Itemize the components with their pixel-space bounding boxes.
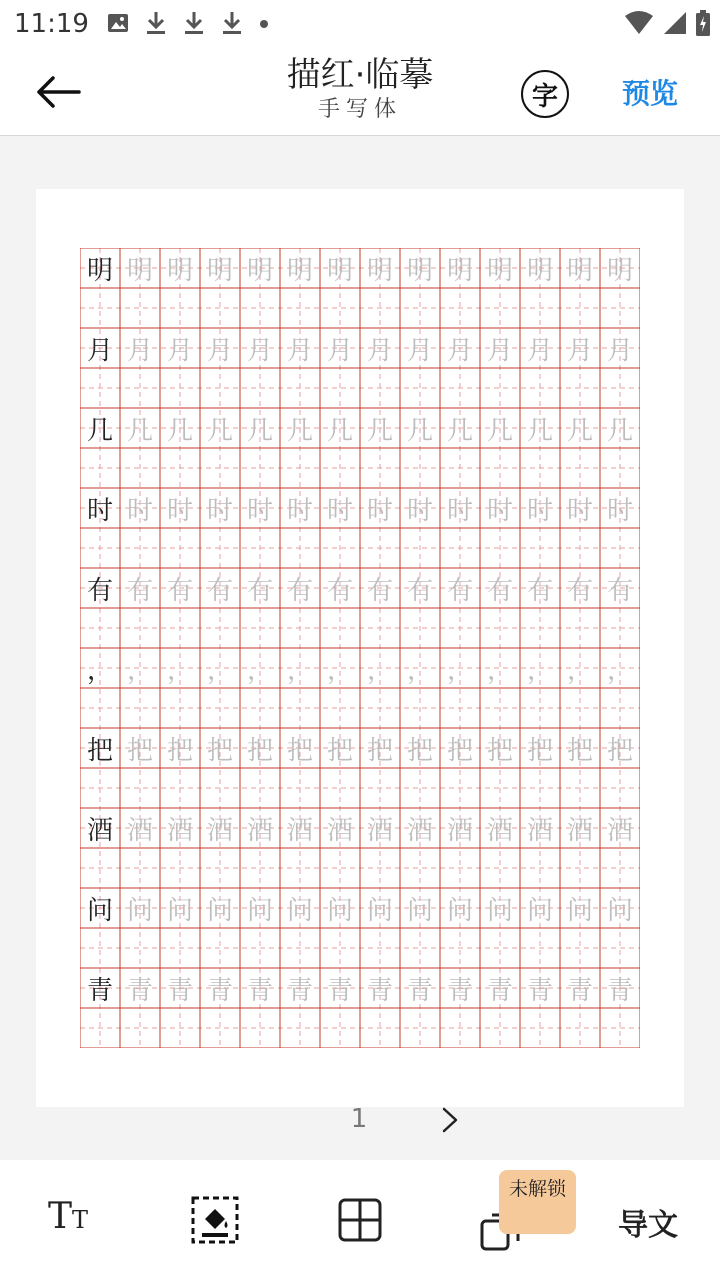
trace-character: 有: [446, 575, 473, 606]
trace-character: 时: [606, 495, 633, 526]
export-text-button[interactable]: 导文: [618, 1208, 678, 1243]
trace-character: 酒: [606, 815, 633, 846]
model-character: 时: [86, 495, 113, 526]
trace-character: 把: [606, 735, 633, 766]
trace-character: 月: [326, 335, 353, 366]
model-character: 问: [86, 895, 113, 926]
trace-character: ，: [566, 655, 593, 686]
trace-character: 有: [286, 575, 313, 606]
trace-character: 问: [406, 895, 433, 926]
trace-character: 月: [246, 335, 273, 366]
more-notifications-icon: [258, 11, 270, 35]
trace-character: 几: [286, 415, 313, 446]
trace-character: 把: [526, 735, 553, 766]
trace-character: 有: [606, 575, 633, 606]
trace-character: 时: [446, 495, 473, 526]
trace-character: ，: [166, 655, 193, 686]
trace-character: 时: [206, 495, 233, 526]
trace-character: 青: [566, 975, 593, 1006]
trace-character: 把: [166, 735, 193, 766]
trace-character: 把: [246, 735, 273, 766]
chevron-right-icon: [441, 1106, 459, 1134]
trace-character: 青: [406, 975, 433, 1006]
font-size-icon-large: T: [48, 1196, 73, 1237]
trace-character: 酒: [286, 815, 313, 846]
trace-character: 明: [246, 255, 273, 286]
trace-character: 时: [286, 495, 313, 526]
trace-character: 酒: [446, 815, 473, 846]
trace-character: 酒: [486, 815, 513, 846]
trace-character: 有: [526, 575, 553, 606]
trace-character: 时: [406, 495, 433, 526]
trace-character: 几: [246, 415, 273, 446]
trace-character: 青: [366, 975, 393, 1006]
trace-character: 明: [166, 255, 193, 286]
trace-character: 青: [286, 975, 313, 1006]
trace-character: 月: [206, 335, 233, 366]
trace-character: 问: [326, 895, 353, 926]
trace-character: 问: [246, 895, 273, 926]
trace-character: ，: [326, 655, 353, 686]
trace-character: 酒: [326, 815, 353, 846]
trace-character: 酒: [366, 815, 393, 846]
trace-character: 明: [566, 255, 593, 286]
trace-character: ，: [486, 655, 513, 686]
trace-character: ，: [126, 655, 153, 686]
trace-character: ，: [446, 655, 473, 686]
model-character: 把: [86, 735, 113, 766]
model-character: 有: [86, 575, 113, 606]
bottom-toolbar: [0, 1160, 720, 1280]
model-character: 明: [86, 255, 113, 286]
trace-character: 几: [166, 415, 193, 446]
trace-character: 明: [486, 255, 513, 286]
trace-character: 有: [326, 575, 353, 606]
trace-character: 时: [246, 495, 273, 526]
trace-character: 几: [326, 415, 353, 446]
font-style-subtitle: 手写体: [317, 97, 402, 122]
trace-character: 把: [486, 735, 513, 766]
trace-character: 问: [166, 895, 193, 926]
trace-character: 问: [446, 895, 473, 926]
download-icon: [182, 10, 206, 36]
trace-character: 明: [286, 255, 313, 286]
trace-character: 几: [206, 415, 233, 446]
download-icon: [220, 10, 244, 36]
trace-character: 明: [206, 255, 233, 286]
trace-character: ，: [366, 655, 393, 686]
page-number: 1: [350, 1104, 368, 1134]
trace-character: ，: [286, 655, 313, 686]
trace-character: 月: [126, 335, 153, 366]
battery-charging-icon: [696, 10, 710, 36]
grid-icon: [338, 1198, 382, 1242]
trace-character: 几: [446, 415, 473, 446]
status-bar: [0, 0, 720, 50]
trace-character: 问: [486, 895, 513, 926]
trace-character: 把: [566, 735, 593, 766]
trace-character: 几: [566, 415, 593, 446]
trace-character: 酒: [206, 815, 233, 846]
preview-button[interactable]: 预览: [622, 77, 679, 110]
trace-character: 青: [606, 975, 633, 1006]
model-character: ，: [86, 655, 113, 686]
trace-character: 月: [166, 335, 193, 366]
trace-character: 时: [326, 495, 353, 526]
trace-character: 把: [206, 735, 233, 766]
trace-character: 有: [486, 575, 513, 606]
trace-character: 青: [446, 975, 473, 1006]
font-size-button[interactable]: [48, 1196, 88, 1237]
trace-character: 问: [206, 895, 233, 926]
trace-character: 有: [206, 575, 233, 606]
trace-character: 酒: [166, 815, 193, 846]
trace-character: 明: [126, 255, 153, 286]
trace-character: 问: [566, 895, 593, 926]
trace-character: 有: [126, 575, 153, 606]
trace-character: 明: [446, 255, 473, 286]
trace-character: ，: [246, 655, 273, 686]
trace-character: ，: [606, 655, 633, 686]
trace-character: 有: [566, 575, 593, 606]
download-icon: [144, 10, 168, 36]
trace-character: 青: [246, 975, 273, 1006]
trace-character: 酒: [406, 815, 433, 846]
trace-character: 月: [606, 335, 633, 366]
trace-character: 把: [366, 735, 393, 766]
trace-character: 有: [166, 575, 193, 606]
app-bar: [0, 50, 720, 136]
trace-character: 月: [526, 335, 553, 366]
wifi-icon: [624, 10, 654, 36]
trace-character: 时: [366, 495, 393, 526]
trace-character: 青: [126, 975, 153, 1006]
trace-character: 月: [446, 335, 473, 366]
trace-character: 月: [406, 335, 433, 366]
trace-character: 把: [126, 735, 153, 766]
trace-character: ，: [406, 655, 433, 686]
trace-character: 月: [366, 335, 393, 366]
trace-character: 时: [166, 495, 193, 526]
font-select-button[interactable]: 字: [521, 70, 569, 118]
trace-character: 明: [366, 255, 393, 286]
trace-character: 问: [126, 895, 153, 926]
trace-character: 明: [326, 255, 353, 286]
fill-color-button[interactable]: [188, 1190, 242, 1250]
trace-character: 酒: [246, 815, 273, 846]
trace-character: 酒: [566, 815, 593, 846]
trace-character: 问: [366, 895, 393, 926]
back-button[interactable]: [30, 68, 86, 116]
trace-character: 把: [326, 735, 353, 766]
tracing-grid: [80, 248, 640, 1048]
trace-character: 青: [326, 975, 353, 1006]
trace-character: 有: [246, 575, 273, 606]
trace-character: 青: [526, 975, 553, 1006]
trace-character: 明: [526, 255, 553, 286]
trace-character: 几: [126, 415, 153, 446]
practice-sheet: [36, 189, 684, 1107]
trace-character: 几: [366, 415, 393, 446]
model-character: 月: [86, 335, 113, 366]
cell-signal-icon: [662, 10, 688, 36]
locked-badge: 未解锁: [499, 1170, 576, 1234]
trace-character: ，: [526, 655, 553, 686]
model-character: 几: [86, 415, 113, 446]
grid-style-button[interactable]: [336, 1190, 384, 1250]
trace-character: 把: [286, 735, 313, 766]
trace-character: 青: [206, 975, 233, 1006]
trace-character: 问: [606, 895, 633, 926]
trace-character: 有: [366, 575, 393, 606]
trace-character: 明: [606, 255, 633, 286]
trace-character: 问: [526, 895, 553, 926]
trace-character: 几: [606, 415, 633, 446]
trace-character: 时: [126, 495, 153, 526]
image-notification-icon: [106, 11, 130, 35]
trace-character: 酒: [126, 815, 153, 846]
status-time: 11:19: [14, 9, 89, 39]
trace-character: 问: [286, 895, 313, 926]
trace-character: 青: [166, 975, 193, 1006]
model-character: 酒: [86, 815, 113, 846]
trace-character: 几: [526, 415, 553, 446]
arrow-left-icon: [35, 75, 81, 109]
trace-character: 酒: [526, 815, 553, 846]
trace-character: 月: [566, 335, 593, 366]
trace-character: 月: [486, 335, 513, 366]
trace-character: ，: [206, 655, 233, 686]
trace-character: 把: [406, 735, 433, 766]
paint-bucket-icon: [190, 1195, 240, 1245]
trace-character: 几: [486, 415, 513, 446]
trace-character: 时: [566, 495, 593, 526]
trace-character: 时: [526, 495, 553, 526]
page-title: 描红·临摹: [286, 55, 434, 95]
trace-character: 有: [406, 575, 433, 606]
font-size-icon-small: T: [72, 1206, 89, 1234]
trace-character: 时: [486, 495, 513, 526]
trace-character: 几: [406, 415, 433, 446]
trace-character: 把: [446, 735, 473, 766]
trace-character: 明: [406, 255, 433, 286]
model-character: 青: [86, 975, 113, 1006]
pagination: [0, 1100, 720, 1144]
trace-character: 青: [486, 975, 513, 1006]
next-page-button[interactable]: [434, 1102, 466, 1138]
trace-character: 月: [286, 335, 313, 366]
